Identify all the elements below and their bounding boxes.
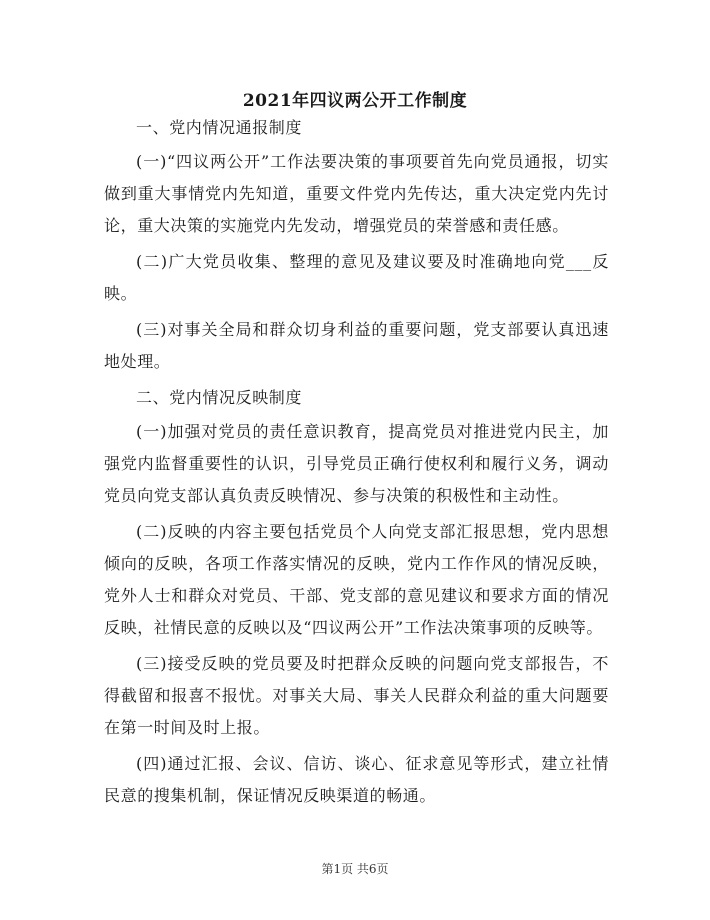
paragraph-2-3: (三)接受反映的党员要及时把群众反映的问题向党支部报告，不得截留和报喜不报忧。对事关大局、事关人民群众利益的重大问题要在第一时间及时上报。 [104,654,609,737]
section-heading-2: 二、党内情况反映制度 [136,388,303,407]
paragraph-2-4: (四)通过汇报、会议、信访、谈心、征求意见等形式，建立社情民意的搜集机制，保证情况反映渠道的畅通。 [104,754,609,805]
paragraph-1-1: (一)“四议两公开”工作法要决策的事项要首先向党员通报，切实做到重大事情党内先知道，重要文件党内先传达，重大决定党内先讨论，重大决策的实施党内先发动，增强党员的荣誉感和责任感。 [104,152,609,235]
paragraph-2-2: (二)反映的内容主要包括党员个人向党支部汇报思想，党内思想倾向的反映，各项工作落实情况的反映，党内工作作风的情况反映，党外人士和群众对党员、干部、党支部的意见建议和要求方面的情况反映，社情民意的反映以及“四议两公开”工作法决策事项的反映等。 [104,522,609,637]
document-title: 2021年四议两公开工作制度 [242,91,468,111]
section-heading-1: 一、党内情况通报制度 [136,118,303,137]
paragraph-2-1: (一)加强对党员的责任意识教育，提高党员对推进党内民主，加强党内监督重要性的认识，引导党员正确行使权利和履行义务，调动党员向党支部认真负责反映情况、参与决策的积极性和主动性。 [104,422,609,505]
page-number: 第1页 共6页 [321,862,389,876]
paragraph-1-2: (二)广大党员收集、整理的意见及建议要及时准确地向党___反映。 [104,252,609,303]
document-body [104,112,609,816]
paragraph-1-3: (三)对事关全局和群众切身利益的重要问题，党支部要认真迅速地处理。 [104,320,609,371]
